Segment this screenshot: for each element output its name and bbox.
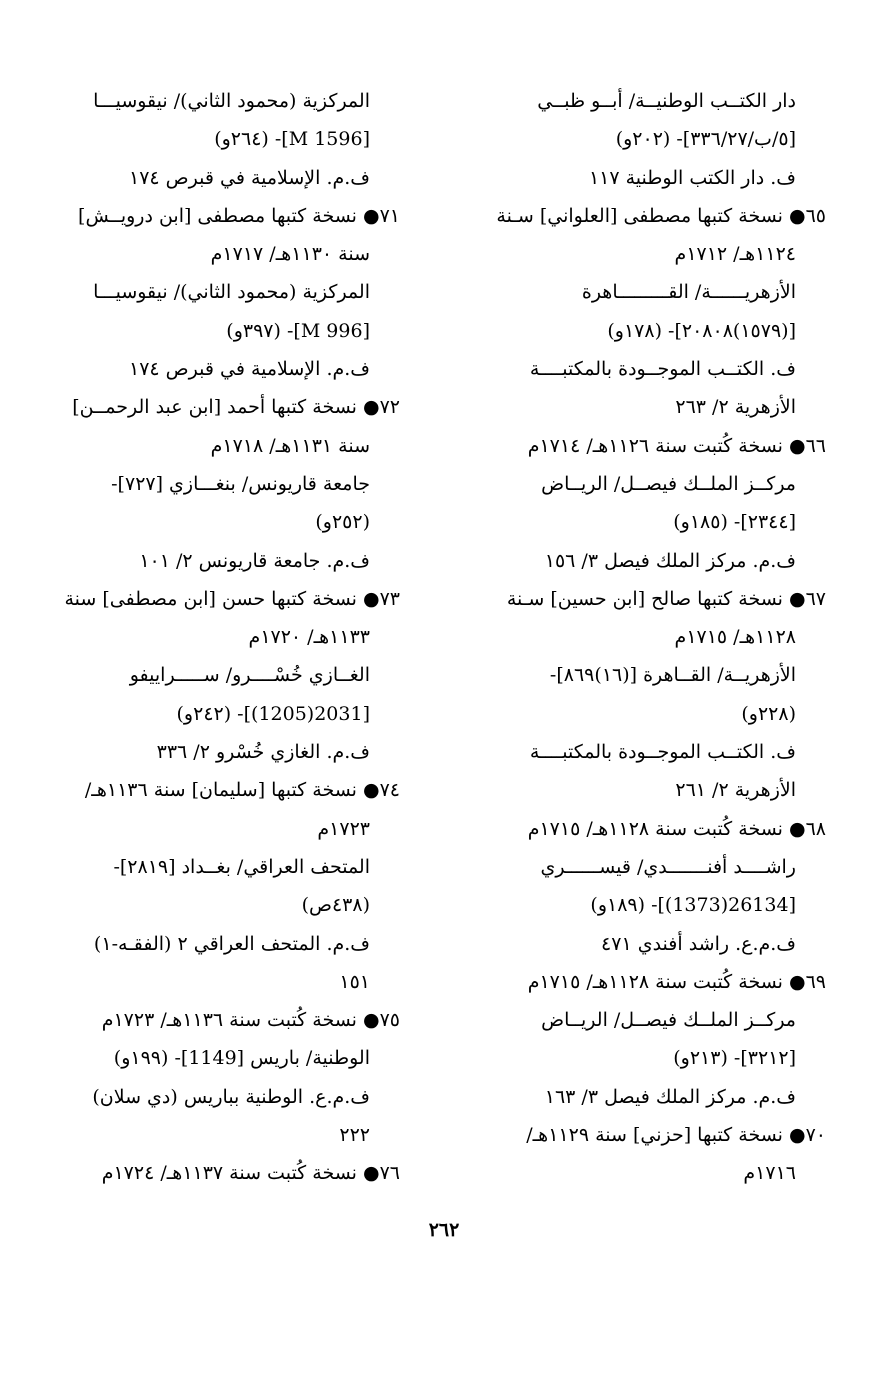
text-line: [M 996]- (٣٩٧و) — [226, 319, 370, 342]
text-line: ١١٢٨هـ/ ١٧١٥م — [674, 626, 796, 649]
text-line: الأزهرية ٢/ ٢٦١ — [675, 779, 796, 802]
entry-heading-line: ٦٧● نسخة كتبها صالح [ابن حسين] سـنة — [506, 587, 826, 610]
text-line: مركــز الملــك فيصــل/ الريــاض — [541, 472, 796, 495]
text-line: [2031(1205)]- (٢٤٢و) — [176, 702, 370, 725]
text-line: (٤٣٨ص) — [301, 894, 370, 917]
page-number: ٢٦٢ — [428, 1219, 460, 1241]
text-line: راشــــد أفنـــــــدي/ قيســــــري — [540, 855, 796, 878]
entry-heading-line: ٦٦● نسخة كُتبت سنة ١١٢٦هـ/ ١٧١٤م — [527, 434, 826, 457]
text-line: دار الكتــب الوطنيــة/ أبــو ظبــي — [537, 90, 796, 112]
text-line: ف. الكتــب الموجــودة بالمكتبــــة — [529, 358, 796, 381]
text-line: ف.م. الإسلامية في قبرص ١٧٤ — [129, 166, 370, 189]
text-line: [26134(1373)]- (١٨٩و) — [590, 894, 796, 917]
text-line: ف. دار الكتب الوطنية ١١٧ — [588, 166, 796, 189]
text-line: [M 1596]- (٢٦٤و) — [214, 128, 370, 151]
text-line: ف.م. مركز الملك فيصل ٣/ ١٥٦ — [544, 549, 796, 572]
text-line: الوطنية/ باريس [1149]- (١٩٩و) — [113, 1047, 370, 1070]
entry-heading-line: ٧٢● نسخة كتبها أحمد [ابن عبد الرحمــن] — [72, 396, 400, 419]
text-line: (٢٥٢و) — [315, 511, 370, 534]
text-line: المركزية (محمود الثاني)/ نيقوسيـــا — [93, 90, 370, 112]
text-line: الأزهرية ٢/ ٢٦٣ — [675, 396, 796, 419]
text-line: (٢٢٨و) — [741, 702, 796, 725]
text-line: ف.م.ع. راشد أفندي ٤٧١ — [601, 932, 796, 955]
entry-heading-line: ٧٥● نسخة كُتبت سنة ١١٣٦هـ/ ١٧٢٣م — [101, 1009, 400, 1032]
entry-heading-line: ٧١● نسخة كتبها مصطفى [ابن درويــش] — [78, 204, 400, 227]
text-line: ف.م.ع. الوطنية بباريس (دي سلان) — [92, 1085, 370, 1108]
text-line: ١٧٢٣م — [317, 817, 370, 840]
text-line: سنة ١١٣١هـ/ ١٧١٨م — [210, 434, 370, 457]
entry-heading-line: ٧٤● نسخة كتبها [سليمان] سنة ١١٣٦هـ/ — [84, 779, 400, 802]
text-line: ١٧١٦م — [743, 1162, 796, 1185]
entry-heading-line: ٧٠● نسخة كتبها [حزني] سنة ١١٢٩هـ/ — [526, 1124, 826, 1147]
left-column — [55, 82, 400, 1193]
entry-heading-line: ٦٨● نسخة كُتبت سنة ١١٢٨هـ/ ١٧١٥م — [527, 817, 826, 840]
text-line: [٢٣٤٤]- (١٨٥و) — [673, 511, 796, 534]
text-line: ١١٢٤هـ/ ١٧١٢م — [674, 243, 796, 266]
text-line: ٢٢٢ — [339, 1124, 370, 1147]
entry-heading-line: ٧٣● نسخة كتبها حسن [ابن مصطفى] سنة — [64, 587, 400, 610]
text-line: الأزهريــة/ القــاهرة [(١٦)٨٦٩]- — [549, 664, 796, 687]
text-line: ف.م. جامعة قاريونس ٢/ ١٠١ — [139, 549, 370, 572]
text-line: مركــز الملــك فيصــل/ الريــاض — [541, 1009, 796, 1032]
text-line: ١٥١ — [339, 970, 370, 993]
text-line: ١١٣٣هـ/ ١٧٢٠م — [248, 626, 370, 649]
entry-heading-line: ٧٦● نسخة كُتبت سنة ١١٣٧هـ/ ١٧٢٤م — [101, 1162, 400, 1185]
text-line: ف.م. الغازي خُسْرو ٢/ ٣٣٦ — [156, 741, 370, 764]
text-line: ف.م. المتحف العراقي ٢ (الفقـه-١) — [93, 932, 370, 955]
text-line: المتحف العراقي/ بغــداد [٢٨١٩]- — [113, 855, 370, 878]
text-line: ف.م. الإسلامية في قبرص ١٧٤ — [129, 358, 370, 381]
text-line: ف.م. مركز الملك فيصل ٣/ ١٦٣ — [544, 1085, 796, 1108]
entry-heading-line: ٦٩● نسخة كُتبت سنة ١١٢٨هـ/ ١٧١٥م — [527, 970, 826, 993]
text-line: الغــازي خُسْــــرو/ ســـــراييفو — [129, 664, 370, 687]
text-line: ف. الكتــب الموجــودة بالمكتبــــة — [529, 741, 796, 764]
text-line: [٣٢١٢]- (٢١٣و) — [673, 1047, 796, 1070]
text-line: المركزية (محمود الثاني)/ نيقوسيـــا — [93, 281, 370, 304]
text-line: جامعة قاريونس/ بنغـــازي [٧٢٧]- — [111, 472, 370, 495]
text-line: [٥/ب/٣٣٦/٢٧]- (٢٠٢و) — [615, 128, 796, 151]
entry-heading-line: ٦٥● نسخة كتبها مصطفى [العلواني] سـنة — [496, 204, 826, 227]
right-column — [481, 82, 826, 1193]
text-line: [(١٥٧٩)٢٠٨٠٨]- (١٧٨و) — [607, 319, 796, 342]
text-line: سنة ١١٣٠هـ/ ١٧١٧م — [210, 243, 370, 266]
text-line: الأزهريــــــة/ القـــــــــاهرة — [581, 281, 796, 304]
